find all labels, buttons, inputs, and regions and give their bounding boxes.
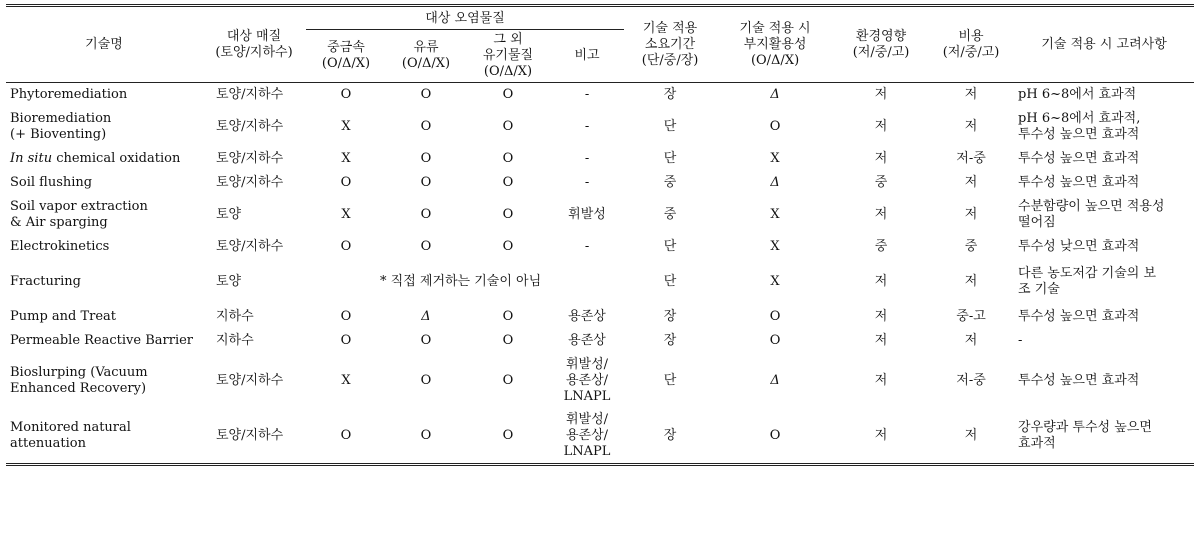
cell-other-organics: O: [502, 206, 514, 222]
cell-considerations: 투수성 낮으면 효과적: [1018, 238, 1140, 254]
cell-note: -: [584, 150, 590, 166]
header-medium: 대상 매질 (토양/지하수): [202, 6, 306, 83]
cell-oils: O: [420, 238, 432, 254]
cell-oils: O: [420, 372, 432, 388]
cell-other-organics: O: [502, 174, 514, 190]
cell-tech-name: Soil flushing: [10, 174, 93, 190]
cell-medium: 토양: [216, 206, 242, 222]
cell-considerations: pH 6~8에서 효과적: [1018, 86, 1137, 102]
cell-heavy-metals: O: [340, 174, 352, 190]
cell-site-usability: X: [770, 206, 780, 222]
cell-other-organics: O: [502, 308, 514, 324]
cell-other-organics: O: [502, 86, 514, 102]
cell-site-usability: X: [770, 238, 780, 254]
cell-env-impact: 저: [834, 409, 928, 465]
cell-env-impact: 저: [874, 206, 888, 222]
cell-cost: 저: [964, 174, 978, 190]
cell-other-organics: O: [502, 238, 514, 254]
cell-other-organics: O: [502, 372, 514, 388]
cell-note: -: [584, 86, 590, 102]
cell-duration: 단: [663, 372, 677, 388]
cell-site-usability: Δ: [770, 86, 780, 102]
cell-oils: O: [420, 86, 432, 102]
cell-medium: 지하수: [216, 332, 254, 348]
cell-oils: O: [420, 332, 432, 348]
cell-oils: O: [420, 150, 432, 166]
cell-duration: 단: [663, 238, 677, 254]
header-note: 비고: [550, 30, 624, 83]
cell-heavy-metals: X: [341, 206, 351, 222]
header-heavy-metals: 중금속 (O/Δ/X): [306, 30, 386, 83]
cell-considerations: -: [1018, 332, 1023, 348]
table-row: [6, 83, 1194, 107]
table-row: [6, 409, 1194, 465]
cell-site-usability: O: [769, 118, 781, 134]
cell-medium: 토양/지하수: [216, 372, 284, 388]
cell-medium: 토양/지하수: [216, 86, 284, 102]
cell-cost: 저: [964, 206, 978, 222]
header-tech: 기술명: [6, 6, 202, 83]
cell-tech-name: Fracturing: [10, 273, 81, 289]
cell-heavy-metals: O: [340, 332, 352, 348]
cell-oils: O: [420, 118, 432, 134]
cell-medium: 토양/지하수: [216, 238, 284, 254]
cell-tech-name: Permeable Reactive Barrier: [10, 332, 194, 348]
cell-note: 휘발성/ 용존상/ LNAPL: [550, 409, 624, 465]
cell-tech-name: Electrokinetics: [10, 238, 110, 254]
cell-cost: 저-중: [956, 372, 986, 388]
cell-medium: 토양/지하수: [202, 409, 306, 465]
cell-cost: 저: [928, 409, 1014, 465]
cell-other-organics: O: [502, 150, 514, 166]
cell-cost: 중: [964, 238, 978, 254]
cell-env-impact: 저: [874, 86, 888, 102]
table-container: [6, 0, 1194, 466]
cell-heavy-metals: X: [341, 372, 351, 388]
cell-duration: 중: [663, 206, 677, 222]
cell-site-usability: O: [769, 308, 781, 324]
cell-other-organics: O: [466, 409, 550, 465]
cell-note: 휘발성/ 용존상/ LNAPL: [563, 356, 611, 404]
header-row-1: [6, 6, 1194, 30]
cell-site-usability: Δ: [770, 372, 780, 388]
cell-duration: 단: [663, 273, 677, 289]
cell-note: 용존상: [568, 308, 606, 324]
cell-note: -: [584, 174, 590, 190]
cell-oils: O: [386, 409, 466, 465]
cell-tech-name: Bioremediation (+ Bioventing): [10, 110, 112, 142]
cell-medium: 토양/지하수: [216, 118, 284, 134]
cell-considerations: 다른 농도저감 기술의 보 조 기술: [1018, 265, 1157, 297]
cell-duration: 단: [663, 150, 677, 166]
cell-note: -: [584, 118, 590, 134]
cell-site-usability: Δ: [770, 174, 780, 190]
header-env-impact: 환경영향 (저/중/고): [834, 6, 928, 83]
header-cost: 비용 (저/중/고): [928, 6, 1014, 83]
table-row: [6, 259, 1194, 305]
cell-considerations: 투수성 높으면 효과적: [1018, 174, 1140, 190]
cell-note: 휘발성: [568, 206, 606, 222]
header-oils: 유류 (O/Δ/X): [386, 30, 466, 83]
cell-considerations: 투수성 높으면 효과적: [1018, 372, 1140, 388]
tech-name-rest: chemical oxidation: [52, 150, 181, 166]
cell-considerations: 투수성 높으면 효과적: [1018, 150, 1140, 166]
cell-tech-name: Soil vapor extraction & Air sparging: [10, 198, 148, 230]
cell-cost: 저-중: [956, 150, 986, 166]
cell-cost: 저: [964, 273, 978, 289]
cell-cost: 저: [964, 118, 978, 134]
cell-site-usability: X: [770, 273, 780, 289]
cell-duration: 장: [624, 409, 716, 465]
cell-cost: 중-고: [956, 308, 986, 324]
cell-heavy-metals: X: [341, 118, 351, 134]
cell-site-usability: X: [770, 150, 780, 166]
cell-medium: 토양: [216, 273, 242, 289]
cell-other-organics: O: [502, 332, 514, 348]
table-row: [6, 305, 1194, 329]
cell-tech-name: Bioslurping (Vacuum Enhanced Recovery): [10, 364, 148, 396]
cell-duration: 장: [663, 86, 677, 102]
cell-considerations: 강우량과 투수성 높으면 효과적: [1014, 409, 1194, 465]
cell-medium: 토양/지하수: [216, 174, 284, 190]
cell-considerations: pH 6~8에서 효과적, 투수성 높으면 효과적: [1018, 110, 1141, 142]
table-row: [6, 107, 1194, 147]
cell-oils: Δ: [421, 308, 431, 324]
cell-oils: O: [420, 206, 432, 222]
cell-heavy-metals: X: [341, 150, 351, 166]
cell-tech-name: Monitored natural attenuation: [6, 409, 202, 465]
cell-env-impact: 저: [874, 118, 888, 134]
cell-tech-name: Pump and Treat: [10, 308, 117, 324]
cell-heavy-metals: O: [306, 409, 386, 465]
cell-site-usability: O: [716, 409, 834, 465]
header-considerations: 기술 적용 시 고려사항: [1014, 6, 1194, 83]
cell-duration: 중: [663, 174, 677, 190]
cell-note: -: [584, 238, 590, 254]
cell-env-impact: 중: [874, 174, 888, 190]
remediation-technology-table: [6, 4, 1194, 466]
cell-other-organics: O: [502, 118, 514, 134]
table-row: [6, 353, 1194, 409]
cell-cost: 저: [964, 332, 978, 348]
cell-site-usability: O: [769, 332, 781, 348]
cell-medium: 지하수: [216, 308, 254, 324]
cell-note: 용존상: [568, 332, 606, 348]
table-row: [6, 195, 1194, 235]
cell-heavy-metals: O: [340, 238, 352, 254]
table-row: [6, 171, 1194, 195]
cell-env-impact: 저: [874, 332, 888, 348]
table-body: [6, 83, 1194, 465]
cell-oils: O: [420, 174, 432, 190]
cell-env-impact: 저: [874, 308, 888, 324]
table-row: [6, 329, 1194, 353]
table-row: [6, 235, 1194, 259]
header-site-usability: 기술 적용 시 부지활용성 (O/Δ/X): [716, 6, 834, 83]
cell-considerations: 수분함량이 높으면 적용성 떨어짐: [1018, 198, 1165, 230]
cell-heavy-metals: O: [340, 308, 352, 324]
cell-considerations: 투수성 높으면 효과적: [1018, 308, 1140, 324]
cell-duration: 장: [663, 332, 677, 348]
header-duration: 기술 적용 소요기간 (단/중/장): [624, 6, 716, 83]
table-row: [6, 147, 1194, 171]
header-pollutants: 대상 오염물질: [306, 6, 624, 30]
cell-duration: 장: [663, 308, 677, 324]
cell-span-note: * 직접 제거하는 기술이 아님: [380, 273, 542, 289]
cell-tech-name: Phytoremediation: [10, 86, 128, 102]
cell-env-impact: 저: [874, 150, 888, 166]
cell-medium: 토양/지하수: [216, 150, 284, 166]
cell-heavy-metals: O: [340, 86, 352, 102]
cell-cost: 저: [964, 86, 978, 102]
tech-name-italic: In situ: [10, 150, 53, 166]
header-other-organics: 그 외 유기물질 (O/Δ/X): [466, 30, 550, 83]
cell-env-impact: 중: [874, 238, 888, 254]
cell-env-impact: 저: [874, 273, 888, 289]
cell-duration: 단: [663, 118, 677, 134]
cell-tech-name: [6, 147, 202, 171]
cell-env-impact: 저: [874, 372, 888, 388]
